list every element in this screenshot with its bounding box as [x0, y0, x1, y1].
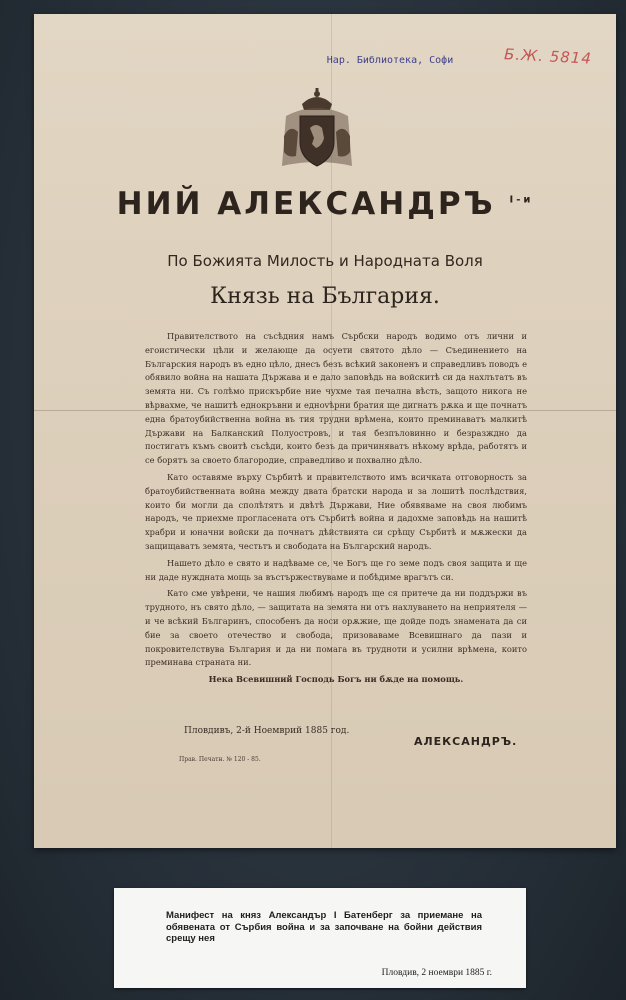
- library-stamp: Нар. Библиотека, Софи: [326, 55, 454, 66]
- title-ordinal: I-и: [509, 194, 534, 206]
- paragraph: Като сме увѣрени, че нашия любимъ народъ ще ся притече да ни поддържи въ трудното, нъ свято дѣло, — защитата на земята ни отъ нахлуването на неприятеля — и че всѣкий Българинъ, способенъ да носи орѫжие, ще дойде подъ знамената да си бие за своето отечество и свобода, призоваваме Всевишнаго да пази и покровителствува България и да ни помага въ трудноти и усилни врѣмена, които преминава страната ни.: [145, 588, 527, 668]
- title-text: НИЙ АЛЕКСАНДРЪ: [116, 186, 496, 222]
- closing-line: Нека Всевишний Господь Богъ ни бѫде на помощь.: [208, 674, 464, 685]
- printer-note: Прав. Печатн. № 120 - 85.: [179, 756, 261, 763]
- caption-text: Манифест на княз Александър I Батенберг за приемане на обявената от Сърбия война и за започване на бойни действия срещу нея: [166, 910, 482, 944]
- caption-date: Пловдив, 2 ноември 1885 г.: [381, 968, 492, 978]
- manifesto-body: [145, 330, 527, 690]
- shelfmark-annotation: Б.Ж. 5814: [503, 45, 593, 68]
- place-date: Пловдивъ, 2-й Ноемврий 1885 год.: [184, 726, 350, 736]
- prince-title: Князь на България.: [210, 284, 440, 309]
- coat-of-arms-icon: [272, 86, 362, 176]
- exhibit-caption-card: [114, 888, 526, 988]
- paragraph: Като оставяме върху Сърбитѣ и правителството имъ всичката отговорность за братоубийственната война между двата братски народа и за лошитѣ послѣдствия, които би могли да сполѣтятъ и двѣтѣ Държави, Ние обявяваме на своя любимъ народъ, че приехме прогласената отъ Сърбитѣ война и дадохме заповѣдь на нашитѣ храбри и юначни войски да почнатъ дѣйствията си срѣщу Сърбитѣ и мѫжески да защищаватъ земята, честьтъ и свободата на Българский народъ.: [145, 471, 527, 551]
- manifesto-document: [34, 14, 616, 848]
- paragraph: Правителството на съсѣдния намъ Сърбски народъ водимо отъ лични и егоистически цѣли и желающе да осуети святото дѣло — Съединението на Българския народъ въ едно цѣло, днесъ безъ всѣкий законенъ и справедливъ поводъ е обявило война на нашата Държава и е дало заповѣдь на войскитѣ си да нахлътатъ въ земята ни. Съ голѣмо прискърбие ние чухме тая печална вѣсть, защото никога не вѣрвахме, че нашитѣ еднокръвни и еднovѣрни братия ще дигнатъ рѫка и ще почнатъ една братоубийственна война въ тия трудни врѣмена, които преминаватъ малкитѣ Държави на Балканский Полуостровъ, и тая безпъловинно и безразждно да постигатъ къмъ своитѣ съсѣди, които безъ да причиняватъ нѣкому врѣда, работятъ и се борятъ за своето благородие, справедливо и похвално дѣло.: [145, 331, 527, 466]
- signature: АЛЕКСАНДРЪ.: [414, 735, 518, 748]
- paragraph: Нашето дѣло е свято и надѣваме се, че Богъ ще го земе подъ своя защита и ще ни даде нуждната мощь за въстържествуваме и побѣдиме врагътъ си.: [145, 557, 527, 582]
- document-subtitle: По Божията Милость и Народната Воля: [167, 252, 483, 270]
- document-title: [34, 186, 616, 222]
